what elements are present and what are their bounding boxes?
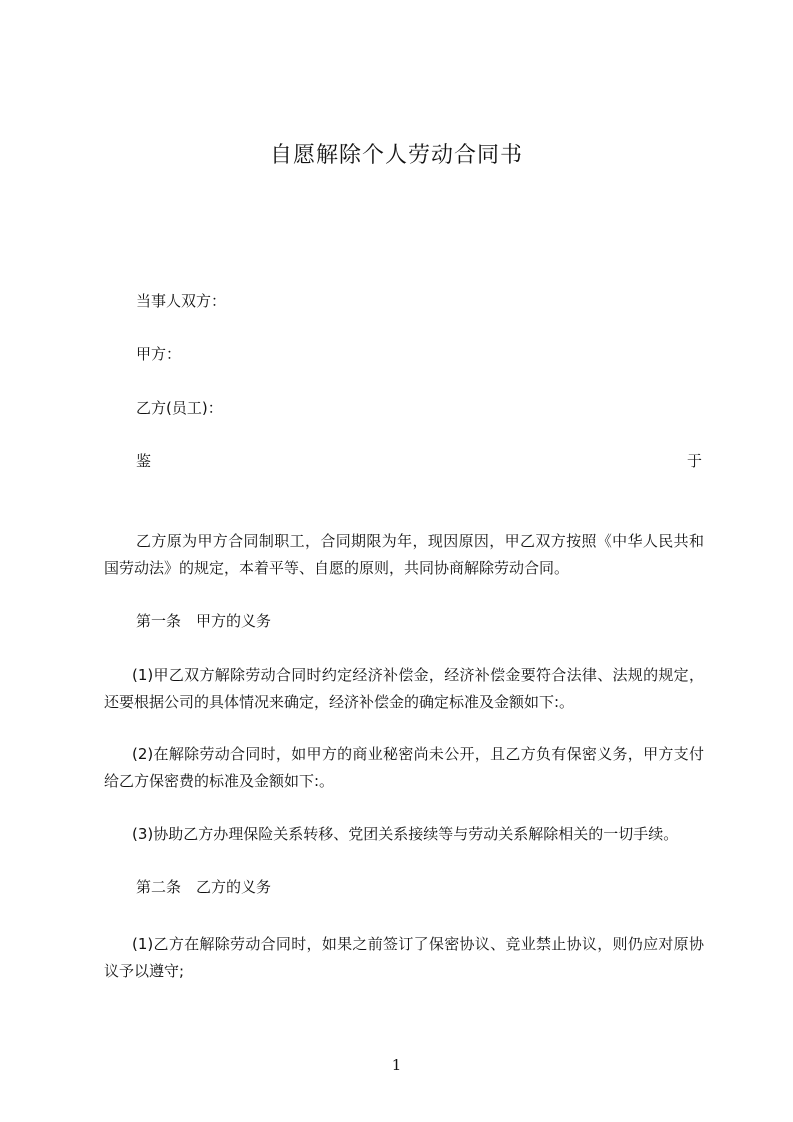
article-2-heading: 第二条 乙方的义务 xyxy=(136,878,272,896)
article-1-item-1: (1)甲乙双方解除劳动合同时约定经济补偿金，经济补偿金要符合法律、法规的规定，还要根据公司的具体情况来确定，经济补偿金的确定标准及金额如下:。 xyxy=(104,666,704,711)
party-b-label: 乙方(员工)： xyxy=(136,399,223,417)
party-a-label: 甲方： xyxy=(136,345,182,363)
article-1-heading: 第一条 甲方的义务 xyxy=(136,612,272,630)
page-number: 1 xyxy=(391,1056,402,1074)
whereas-row xyxy=(136,451,702,471)
article-2-item-1: (1)乙方在解除劳动合同时，如果之前签订了保密协议、竞业禁止协议，则仍应对原协议予以遵守; xyxy=(104,935,704,980)
whereas-right: 于 xyxy=(686,452,702,470)
article-1-item-2: (2)在解除劳动合同时，如甲方的商业秘密尚未公开，且乙方负有保密义务，甲方支付给乙方保密费的标准及金额如下:。 xyxy=(104,745,704,790)
whereas-left: 鉴 xyxy=(136,452,152,470)
parties-label: 当事人双方： xyxy=(136,292,227,310)
article-1-item-3: (3)协助乙方办理保险关系转移、党团关系接续等与劳动关系解除相关的一切手续。 xyxy=(132,825,679,843)
intro-paragraph: 乙方原为甲方合同制职工，合同期限为年，现因原因，甲乙双方按照《中华人民共和国劳动法》的规定，本着平等、自愿的原则，共同协商解除劳动合同。 xyxy=(104,532,704,577)
document-title: 自愿解除个人劳动合同书 xyxy=(269,143,523,168)
